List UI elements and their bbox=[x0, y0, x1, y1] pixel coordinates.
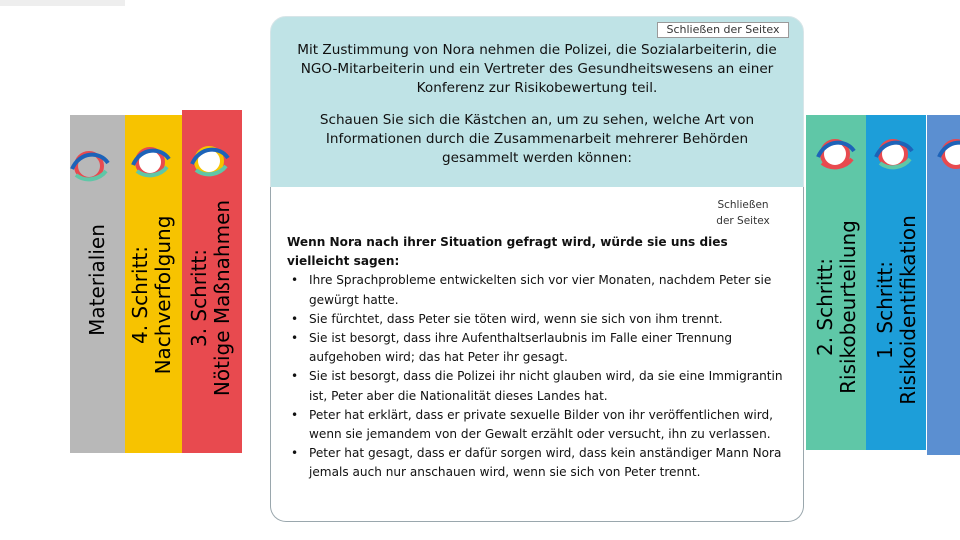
logo-icon bbox=[127, 145, 173, 179]
list-item: • Sie fürchtet, dass Peter sie töten wird, wenn sie sich von ihm trennt. bbox=[309, 310, 787, 329]
info-popup bbox=[270, 187, 804, 522]
tab-schritt4-label bbox=[129, 200, 175, 390]
list-item: • Peter hat gesagt, dass er dafür sorgen wird, dass kein anständiger Mann Nora jemals auch nur anschauen wird, wenn sie sich von Peter trennt. bbox=[309, 444, 787, 482]
tab-schritt2-line1: 2. Schritt: bbox=[813, 258, 837, 357]
tab-schritt2-label bbox=[814, 207, 860, 407]
popup-top-edge-left bbox=[271, 187, 597, 190]
tab-schritt4[interactable] bbox=[125, 115, 182, 453]
tab-schritt2-line2: Risikobeurteilung bbox=[836, 220, 860, 394]
tab-schritt0-partial[interactable] bbox=[926, 115, 960, 455]
logo-icon bbox=[870, 137, 916, 171]
tab-schritt3-label bbox=[188, 198, 234, 398]
logo-icon bbox=[812, 137, 858, 171]
popup-bullet-list bbox=[287, 271, 787, 482]
popup-body bbox=[287, 233, 787, 483]
tab-schritt4-line1: 4. Schritt: bbox=[128, 246, 152, 345]
tab-schritt1-label bbox=[874, 200, 920, 420]
tab-schritt3-line2: Nötige Maßnahmen bbox=[210, 199, 234, 397]
tab-materialien[interactable] bbox=[70, 115, 126, 453]
panel-paragraph-1: Mit Zustimmung von Nora nehmen die Polizei, die Sozialarbeiterin, die NGO-Mitarbeiterin und ein Vertreter des Gesundheitswesens an einer Konferenz zur Risikobewertung teil. bbox=[297, 42, 777, 96]
tab-materialien-label bbox=[86, 180, 109, 380]
popup-close-button[interactable] bbox=[693, 197, 793, 229]
tab-schritt1[interactable] bbox=[866, 115, 926, 450]
popup-intro: Wenn Nora nach ihrer Situation gefragt wird, würde sie uns dies vielleicht sagen: bbox=[287, 235, 728, 269]
list-item: • Ihre Sprachprobleme entwickelten sich vor vier Monaten, nachdem Peter sie gewürgt hatte. bbox=[309, 271, 787, 309]
logo-icon bbox=[933, 137, 960, 171]
list-item: • Sie ist besorgt, dass die Polizei ihr nicht glauben wird, da sie eine Immigrantin ist, Peter aber die Nationalität dieses Landes hat. bbox=[309, 367, 787, 405]
logo-icon bbox=[186, 144, 232, 178]
close-page-button[interactable] bbox=[657, 22, 789, 38]
tab-schritt1-line1: 1. Schritt: bbox=[873, 261, 897, 360]
tab-schritt3-line1: 3. Schritt: bbox=[187, 249, 211, 348]
tab-materialien-text: Materialien bbox=[85, 224, 109, 336]
tab-schritt1-line2: Risikoidentifikation bbox=[896, 215, 920, 405]
top-bar-shadow bbox=[0, 0, 125, 6]
panel-paragraph-2: Schauen Sie sich die Kästchen an, um zu sehen, welche Art von Informationen durch die Zusammenarbeit mehrerer Behörden gesammelt werden können: bbox=[319, 112, 755, 166]
close-page-label: Schließen der Seitex bbox=[666, 23, 780, 36]
tab-schritt4-line2: Nachverfolgung bbox=[151, 215, 175, 375]
logo-icon bbox=[66, 149, 112, 183]
list-item: • Peter hat erklärt, dass er private sexuelle Bilder von ihr veröffentlichen wird, wenn sie jemandem von der Gewalt erzählt oder versucht, ihn zu verlassen. bbox=[309, 406, 787, 444]
tab-schritt2[interactable] bbox=[806, 115, 866, 450]
popup-close-line1: Schließen bbox=[717, 199, 769, 211]
popup-close-line2: der Seitex bbox=[716, 215, 770, 227]
info-panel bbox=[270, 16, 804, 191]
tab-schritt3[interactable] bbox=[182, 110, 242, 453]
list-item: • Sie ist besorgt, dass ihre Aufenthaltserlaubnis im Falle einer Trennung aufgehoben wird; das hat Peter ihr gesagt. bbox=[309, 329, 787, 367]
